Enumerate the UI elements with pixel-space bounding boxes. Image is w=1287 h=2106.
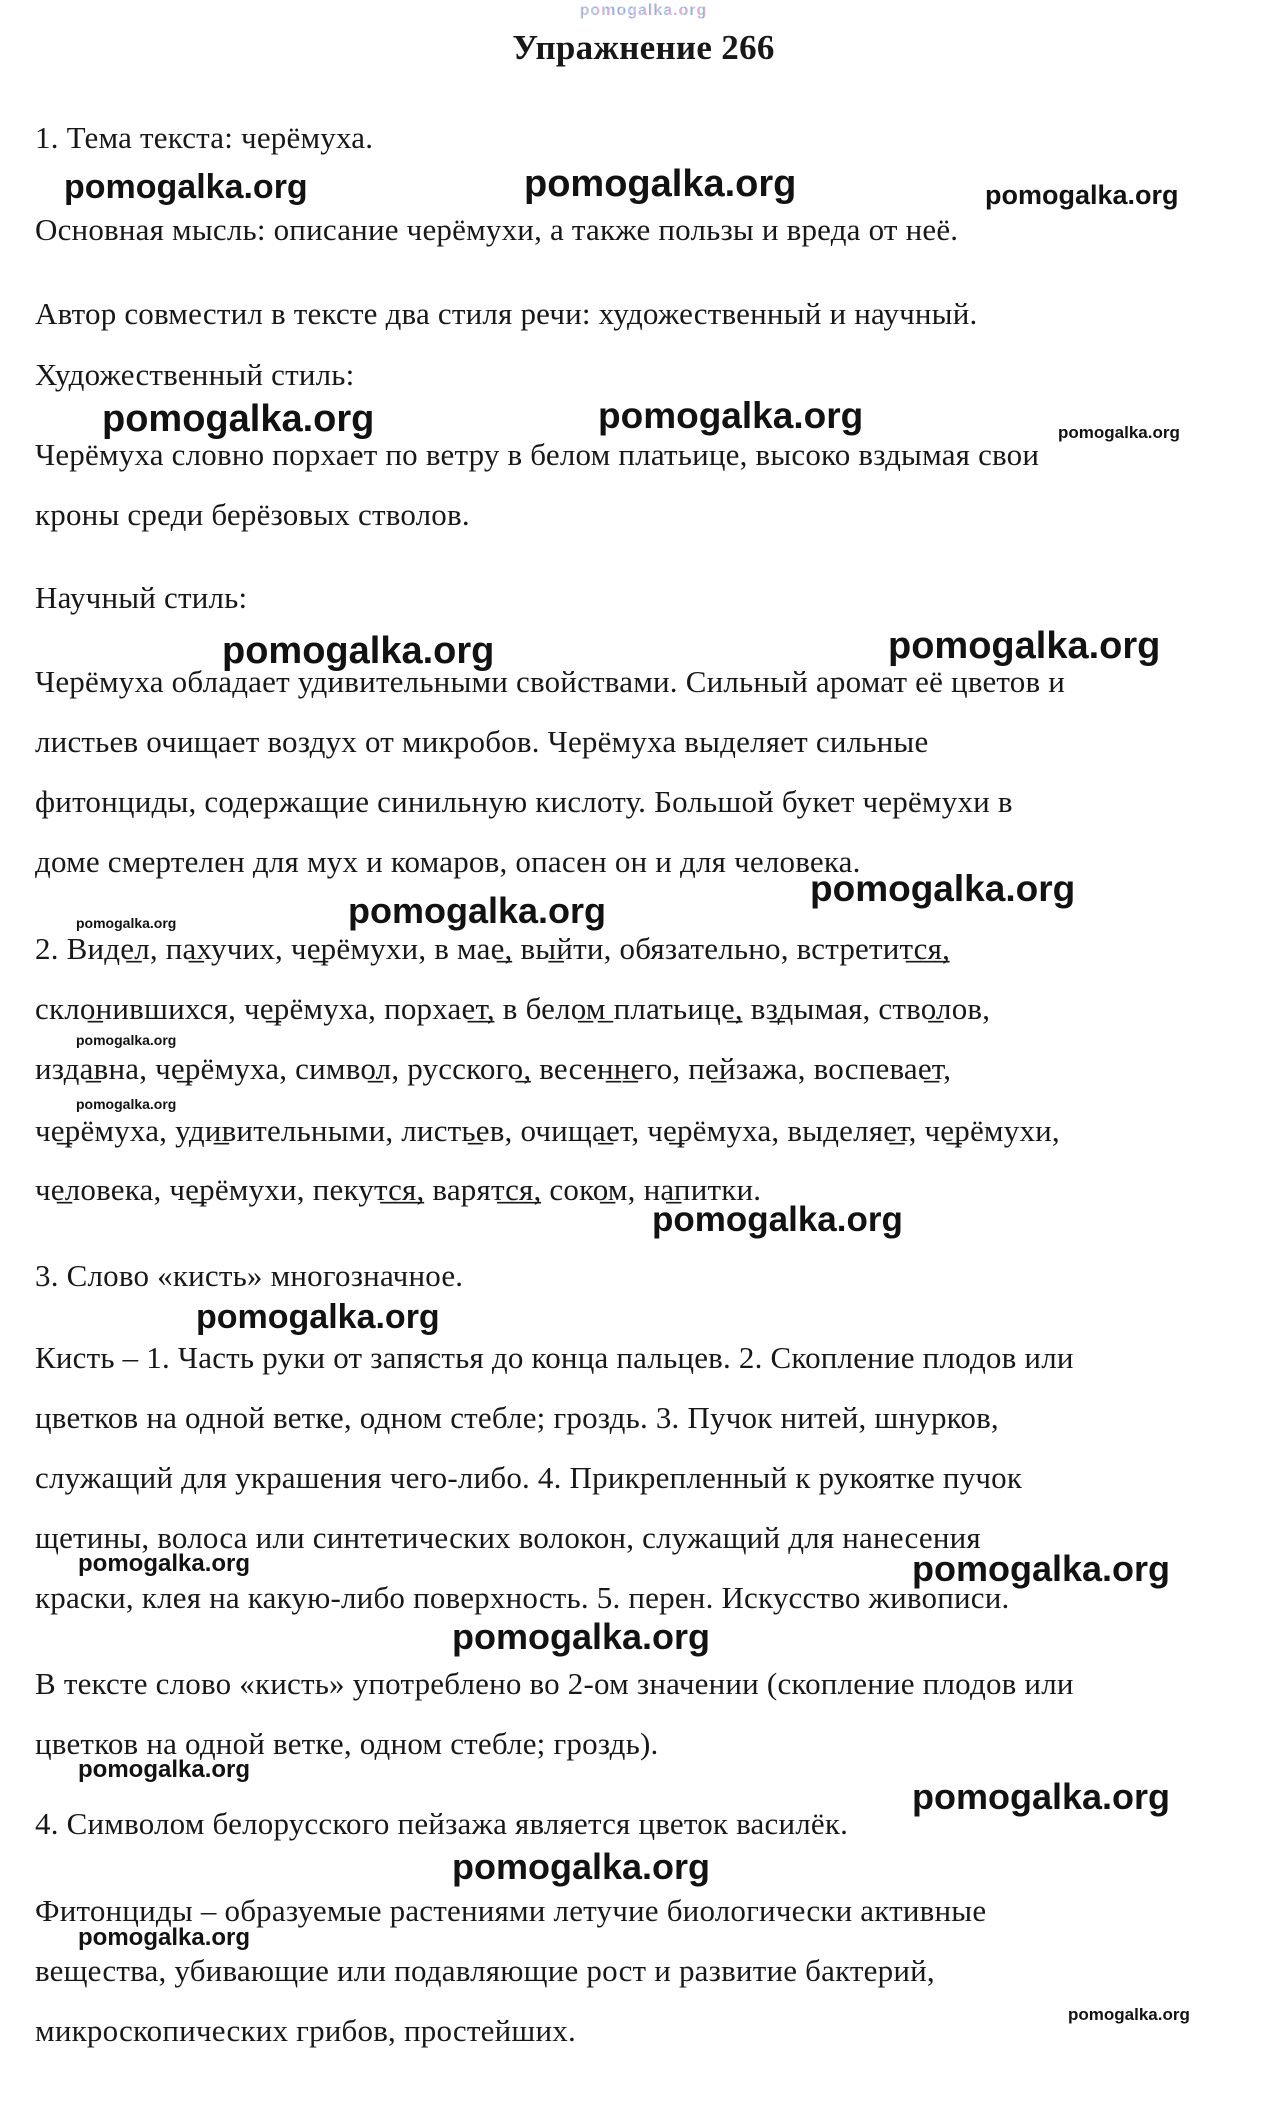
watermark: pomogalka.org (598, 395, 864, 436)
watermark: pomogalka.org (652, 1200, 903, 1239)
watermark: pomogalka.org (888, 625, 1161, 667)
watermark: pomogalka.org (985, 180, 1179, 210)
watermark: pomogalka.org (524, 163, 797, 205)
watermark: pomogalka.org (76, 1032, 177, 1048)
text-line: щетины, волоса или синтетических волокон, служащий для нанесения (35, 1520, 981, 1555)
text-line: 3. Слово «кисть» многозначное. (35, 1258, 464, 1293)
watermark: pomogalka.org (0, 2, 1287, 20)
text-line: изда̲вна, че̲рёмуха, симво̲л, русского̲, весен̲н̲его, пе̲йзажа, воспевае̲т, (35, 1051, 952, 1086)
watermark: pomogalka.org (912, 1548, 1171, 1589)
text-line: микроскопических грибов, простейших. (35, 2013, 576, 2048)
watermark: pomogalka.org (78, 1924, 251, 1951)
exercise-title: Упражнение 266 (512, 28, 775, 67)
text-line: скло̲нившихся, че̲рёмуха, порхае̲т̲, в бело̲м̲ платьице̲, вз̲дымая, ство̲лов, (35, 991, 991, 1026)
text-line: 4. Символом белорусского пейзажа является цветок василёк. (35, 1806, 849, 1841)
watermark: pomogalka.org (1068, 2005, 1190, 2024)
watermark: pomogalka.org (348, 890, 607, 931)
text-line: вещества, убивающие или подавляющие рост и развитие бактерий, (35, 1953, 935, 1988)
watermark: pomogalka.org (810, 868, 1076, 909)
text-line: Автор совместил в тексте два стиля речи: художественный и научный. (35, 296, 978, 331)
text-line: служащий для украшения чего-либо. 4. Прикрепленный к рукоятке пучок (35, 1460, 1023, 1495)
text-line: кроны среди берёзовых стволов. (35, 497, 470, 532)
text-line: Кисть – 1. Часть руки от запястья до конца пальцев. 2. Скопление плодов или (35, 1340, 1074, 1375)
text-line: листьев очищает воздух от микробов. Черёмуха выделяет сильные (35, 724, 929, 759)
watermark: pomogalka.org (222, 630, 495, 672)
text-line: Фитонциды – образуемые растениями летучие биологически активные (35, 1893, 987, 1928)
watermark: pomogalka.org (196, 1298, 440, 1336)
text-line: цветков на одной ветке, одном стебле; гроздь). (35, 1726, 659, 1761)
text-line: Художественный стиль: (35, 357, 355, 392)
text-line: цветков на одной ветке, одном стебле; гроздь. 3. Пучок нитей, шнурков, (35, 1400, 999, 1435)
text-line: Основная мысль: описание черёмухи, а также пользы и вреда от неё. (35, 212, 959, 247)
watermark: pomogalka.org (64, 168, 308, 206)
text-line: че̲ловека, че̲рёмухи, пекут̲с̲я̲, варят̲с̲я̲, соко̲м, на̲питки. (35, 1172, 762, 1207)
text-line: Черёмуха обладает удивительными свойствами. Сильный аромат её цветов и (35, 664, 1066, 699)
watermark: pomogalka.org (1058, 423, 1180, 442)
watermark: pomogalka.org (102, 398, 375, 440)
watermark: pomogalka.org (78, 1756, 251, 1783)
text-line: В тексте слово «кисть» употреблено во 2-ом значении (скопление плодов или (35, 1666, 1074, 1701)
text-line: доме смертелен для мух и комаров, опасен он и для человека. (35, 844, 861, 879)
text-line: Черёмуха словно порхает по ветру в белом платьице, высоко вздымая свои (35, 437, 1040, 472)
text-line: 1. Тема текста: черёмуха. (35, 120, 374, 155)
watermark: pomogalka.org (452, 1846, 711, 1887)
text-line: Научный стиль: (35, 580, 248, 615)
text-line: краски, клея на какую-либо поверхность. 5. перен. Искусство живописи. (35, 1580, 1010, 1615)
watermark: pomogalka.org (76, 1096, 177, 1112)
watermark: pomogalka.org (452, 1616, 711, 1657)
text-line: 2. Виде̲л, па̲хучих, че̲рёмухи, в мае̲, вы̲йти, обязательно, встретит̲с̲я̲, (35, 931, 951, 966)
watermark: pomogalka.org (78, 1550, 251, 1577)
watermark: pomogalka.org (912, 1776, 1171, 1817)
watermark: pomogalka.org (76, 915, 177, 931)
text-line: че̲рёмуха, уди̲вительными, листь̲ев, очища̲ет, че̲рёмуха, выделяе̲т, че̲рёмухи, (35, 1113, 1060, 1148)
text-line: фитонциды, содержащие синильную кислоту. Большой букет черёмухи в (35, 784, 1013, 819)
